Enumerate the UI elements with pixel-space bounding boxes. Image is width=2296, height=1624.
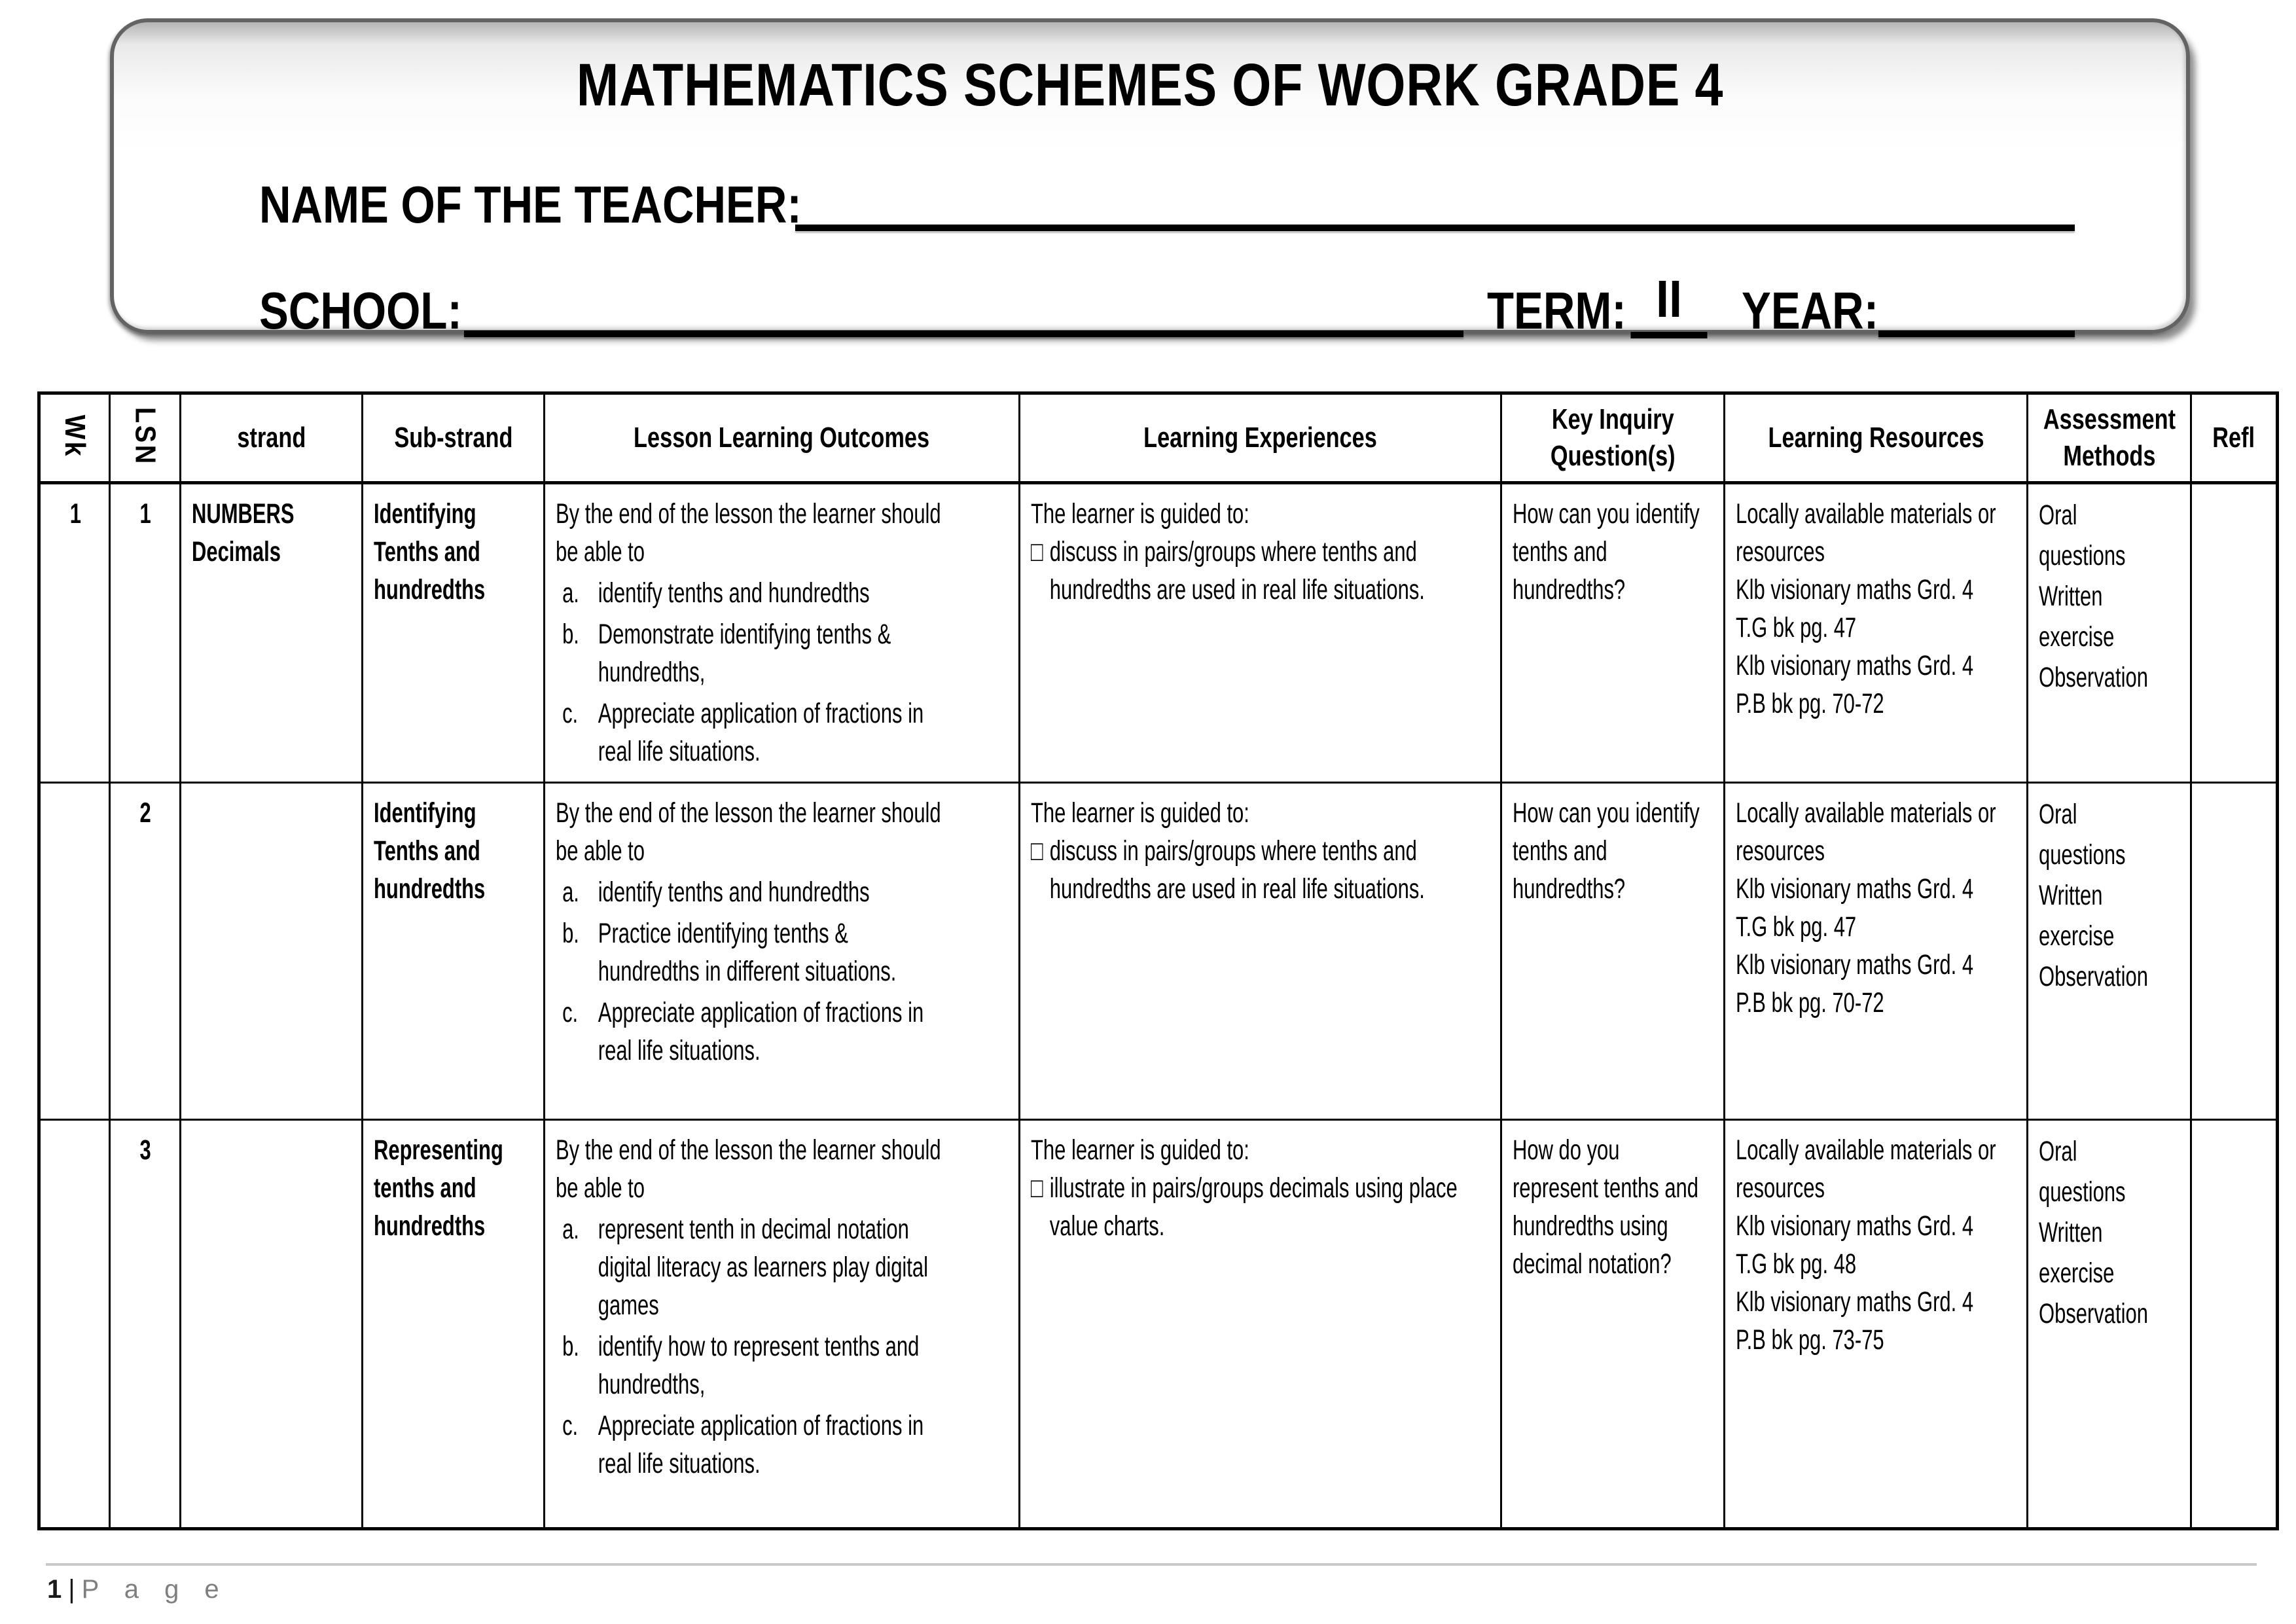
lsn-value: 3 <box>139 1134 152 1166</box>
school-line <box>259 268 2075 342</box>
col-header-refl: Refl <box>2191 393 2278 483</box>
lsn-value: 2 <box>139 797 152 829</box>
cell-assessment-1 <box>2028 483 2191 783</box>
experiences-intro: The learner is guided to: <box>1031 797 1249 829</box>
cell-sub-strand-3 <box>363 1120 545 1529</box>
experiences-intro: The learner is guided to: <box>1031 1134 1249 1166</box>
col-header-inquiry: Key Inquiry Question(s) <box>1501 393 1725 483</box>
missing-glyph-bullet-icon: □ <box>1031 536 1043 568</box>
cell-wk-3 <box>39 1120 110 1529</box>
outcome-item: c. Appreciate application of fractions in real life situations. <box>562 698 924 767</box>
cell-resources-3 <box>1725 1120 2028 1529</box>
inquiry-text: How can you identify tenths and hundredths? <box>1513 498 1700 605</box>
cell-inquiry-1 <box>1501 483 1725 783</box>
resource-line: Klb visionary maths Grd. 4 <box>1736 949 1974 981</box>
cell-refl-1 <box>2191 483 2278 783</box>
strand-line: Decimals <box>192 536 281 568</box>
cell-sub-strand-1 <box>363 483 545 783</box>
resource-line: Locally available materials or resources <box>1736 498 1996 568</box>
sub-strand-text: Identifying Tenths and hundredths <box>374 498 486 605</box>
cell-strand-2 <box>181 783 363 1120</box>
assessment-line: questions <box>2039 1176 2126 1208</box>
cell-inquiry-2 <box>1501 783 1725 1120</box>
cell-experiences-3 <box>1020 1120 1501 1529</box>
year-field <box>1878 331 2075 337</box>
experience-item: □ discuss in pairs/groups where tenths and hundredths are used in real life situations. <box>1031 832 1491 908</box>
missing-glyph-bullet-icon: □ <box>1031 835 1043 867</box>
resource-line: P.B bk pg. 70-72 <box>1736 987 1884 1019</box>
col-header-outcomes: Lesson Learning Outcomes <box>545 393 1020 483</box>
col-header-experiences: Learning Experiences <box>1020 393 1501 483</box>
experience-item: □ discuss in pairs/groups where tenths and hundredths are used in real life situations. <box>1031 533 1491 609</box>
resource-line: Locally available materials or resources <box>1736 797 1996 867</box>
col-header-resources: Learning Resources <box>1725 393 2028 483</box>
wk-header-label: Wk <box>59 414 91 458</box>
outcome-item: a. represent tenth in decimal notation digital literacy as learners play digital games <box>562 1214 929 1321</box>
assessment-line: questions <box>2039 839 2126 871</box>
cell-resources-2 <box>1725 783 2028 1120</box>
assessment-line: Observation <box>2039 961 2148 992</box>
cell-outcomes-2 <box>545 783 1020 1120</box>
school-name-field <box>464 331 1463 337</box>
page-word: P a g e <box>81 1575 228 1604</box>
outcomes-intro: By the end of the lesson the learner should be able to <box>556 797 941 867</box>
page-footer <box>47 1575 228 1604</box>
experiences-intro: The learner is guided to: <box>1031 498 1249 530</box>
cell-resources-1 <box>1725 483 2028 783</box>
resource-line: Locally available materials or resources <box>1736 1134 1996 1204</box>
sub-strand-text: Representing tenths and hundredths <box>374 1134 503 1242</box>
cell-strand-3 <box>181 1120 363 1529</box>
table-row-lesson-1 <box>39 483 2278 783</box>
inquiry-text: How do you represent tenths and hundredths using decimal notation? <box>1513 1134 1698 1280</box>
experience-item: □ illustrate in pairs/groups decimals using place value charts. <box>1031 1169 1491 1245</box>
cell-assessment-3 <box>2028 1120 2191 1529</box>
resource-line: P.B bk pg. 73-75 <box>1736 1324 1884 1356</box>
resource-line: T.G bk pg. 48 <box>1736 1248 1857 1280</box>
resource-line: T.G bk pg. 47 <box>1736 612 1857 643</box>
table-header-row <box>39 393 2278 483</box>
cell-wk-1 <box>39 483 110 783</box>
assessment-line: Written <box>2039 1217 2103 1248</box>
outcomes-intro: By the end of the lesson the learner should be able to <box>556 1134 941 1204</box>
term-label: TERM: <box>1486 281 1626 340</box>
page-title <box>114 51 2186 120</box>
resource-line: T.G bk pg. 47 <box>1736 911 1857 943</box>
assessment-line: Oral <box>2039 1136 2077 1167</box>
assessment-line: exercise <box>2039 621 2115 653</box>
outcome-item: b. Practice identifying tenths & hundredths in different situations. <box>562 918 897 987</box>
outcome-item: c. Appreciate application of fractions in real life situations. <box>562 1410 924 1479</box>
assessment-line: exercise <box>2039 920 2115 952</box>
cell-assessment-2 <box>2028 783 2191 1120</box>
col-header-wk <box>39 393 110 483</box>
cell-experiences-2 <box>1020 783 1501 1120</box>
cell-strand-1 <box>181 483 363 783</box>
cell-experiences-1 <box>1020 483 1501 783</box>
assessment-line: Oral <box>2039 799 2077 830</box>
page-title-text: MATHEMATICS SCHEMES OF WORK GRADE 4 <box>576 52 1724 118</box>
resource-line: Klb visionary maths Grd. 4 <box>1736 574 1974 605</box>
term-value: II <box>1631 268 1708 338</box>
cell-outcomes-3 <box>545 1120 1020 1529</box>
outcome-item: c. Appreciate application of fractions in real life situations. <box>562 997 924 1066</box>
teacher-name-field <box>795 225 2075 231</box>
school-label: SCHOOL: <box>259 281 462 340</box>
wk-value: 1 <box>69 498 81 530</box>
lsn-value: 1 <box>139 498 152 530</box>
year-label: YEAR: <box>1742 281 1879 340</box>
header-box <box>110 18 2190 340</box>
cell-inquiry-3 <box>1501 1120 1725 1529</box>
cell-sub-strand-2 <box>363 783 545 1120</box>
teacher-label: NAME OF THE TEACHER: <box>259 175 802 234</box>
lsn-header-label: LSN <box>129 406 162 466</box>
assessment-line: Written <box>2039 581 2103 612</box>
outcome-item: a. identify tenths and hundredths <box>562 577 870 609</box>
outcome-item: a. identify tenths and hundredths <box>562 876 870 908</box>
cell-lsn-2 <box>110 783 181 1120</box>
assessment-line: exercise <box>2039 1257 2115 1289</box>
resource-line: Klb visionary maths Grd. 4 <box>1736 873 1974 905</box>
footer-divider <box>46 1563 2257 1566</box>
resource-line: Klb visionary maths Grd. 4 <box>1736 650 1974 681</box>
col-header-lsn <box>110 393 181 483</box>
cell-refl-2 <box>2191 783 2278 1120</box>
outcomes-intro: By the end of the lesson the learner should be able to <box>556 498 941 568</box>
assessment-line: Observation <box>2039 1298 2148 1329</box>
page-number-separator: | <box>68 1575 75 1604</box>
outcome-item: b. identify how to represent tenths and hundredths, <box>562 1331 920 1400</box>
schemes-of-work-table <box>37 391 2279 1530</box>
assessment-line: Written <box>2039 880 2103 911</box>
assessment-line: questions <box>2039 540 2126 571</box>
cell-outcomes-1 <box>545 483 1020 783</box>
page-number: 1 <box>47 1575 62 1604</box>
cell-lsn-3 <box>110 1120 181 1529</box>
outcome-item: b. Demonstrate identifying tenths & hundredths, <box>562 619 891 688</box>
resource-line: P.B bk pg. 70-72 <box>1736 688 1884 719</box>
teacher-line <box>259 173 2075 236</box>
cell-wk-2 <box>39 783 110 1120</box>
assessment-line: Observation <box>2039 662 2148 693</box>
missing-glyph-bullet-icon: □ <box>1031 1172 1043 1204</box>
cell-lsn-1 <box>110 483 181 783</box>
resource-line: Klb visionary maths Grd. 4 <box>1736 1286 1974 1318</box>
col-header-strand: strand <box>181 393 363 483</box>
col-header-assessment: Assessment Methods <box>2028 393 2191 483</box>
table-row-lesson-2 <box>39 783 2278 1120</box>
assessment-line: Oral <box>2039 499 2077 531</box>
strand-line: NUMBERS <box>192 498 295 530</box>
table-row-lesson-3 <box>39 1120 2278 1529</box>
inquiry-text: How can you identify tenths and hundredths? <box>1513 797 1700 905</box>
resource-line: Klb visionary maths Grd. 4 <box>1736 1210 1974 1242</box>
cell-refl-3 <box>2191 1120 2278 1529</box>
sub-strand-text: Identifying Tenths and hundredths <box>374 797 486 905</box>
col-header-sub-strand: Sub-strand <box>363 393 545 483</box>
